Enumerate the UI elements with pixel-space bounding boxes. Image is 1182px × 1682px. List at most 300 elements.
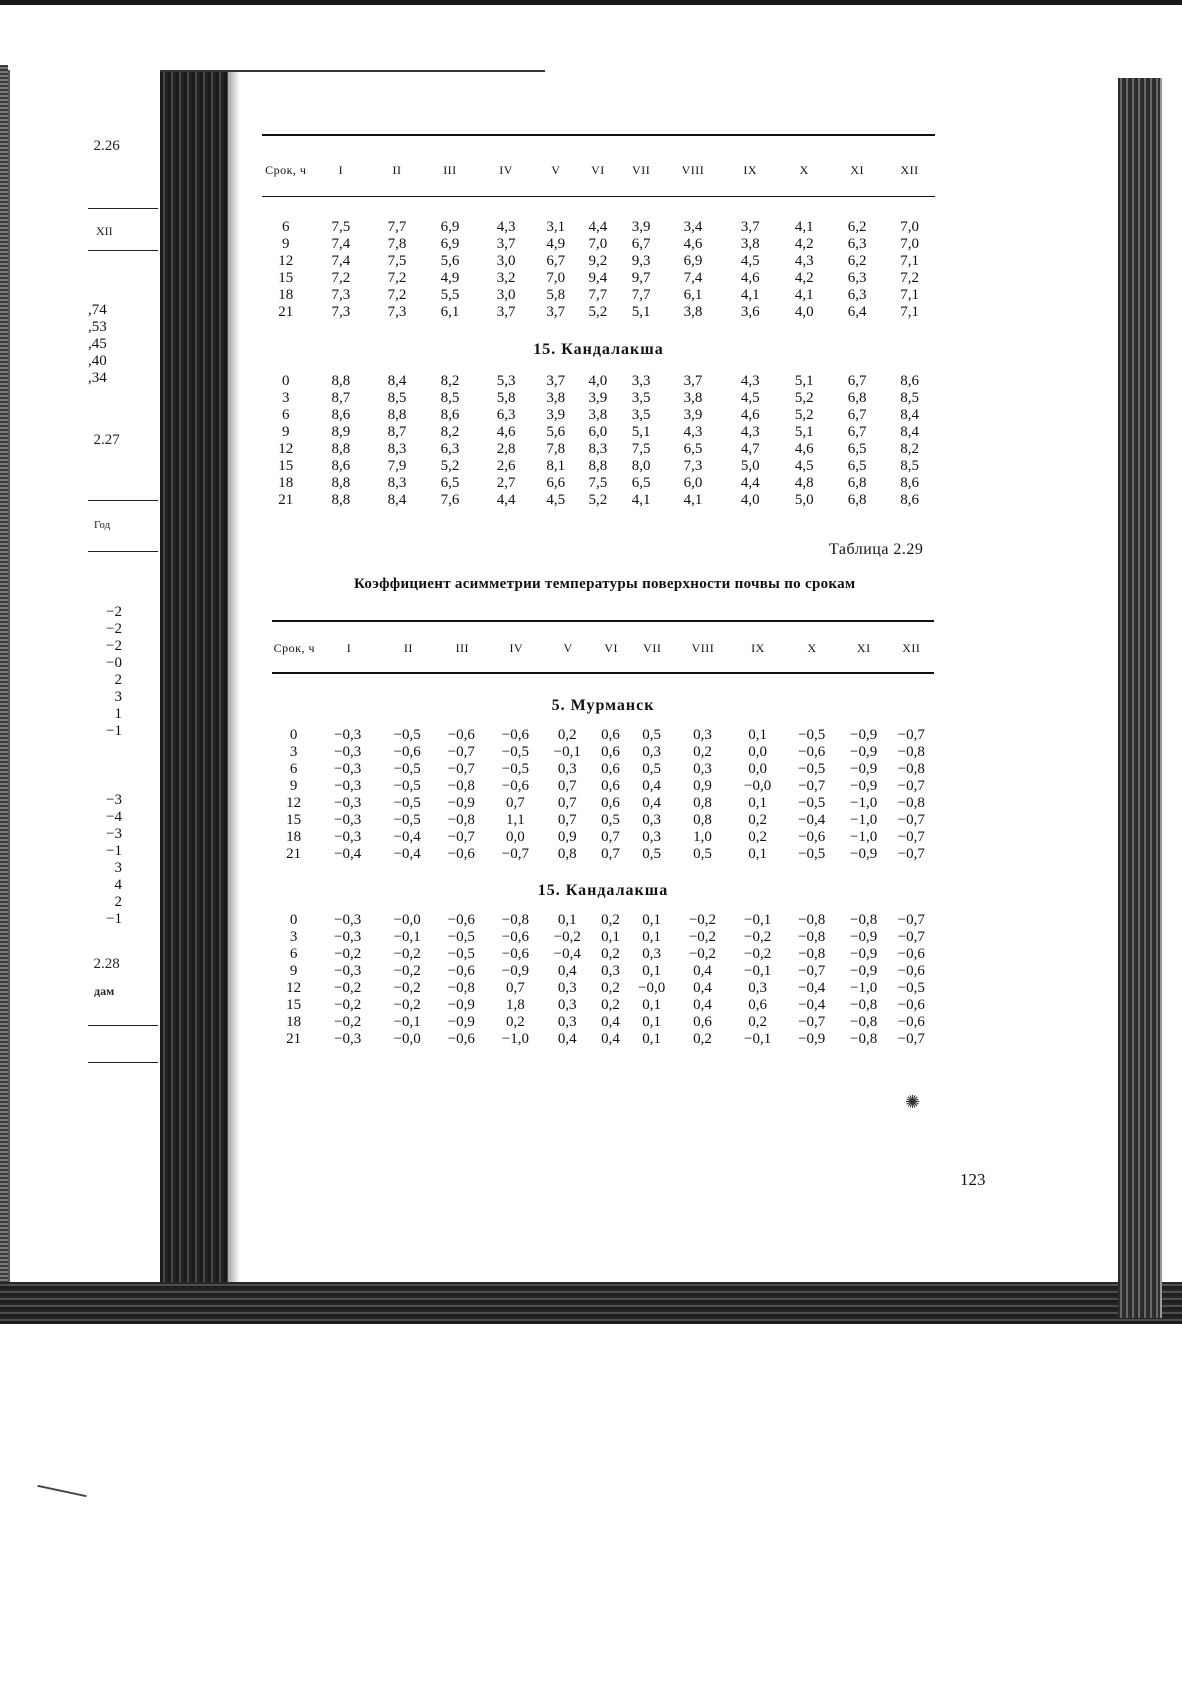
value-cell: −0,8	[849, 1031, 878, 1047]
value-cell: 8,8	[331, 475, 351, 491]
value-cell: 6,7	[847, 407, 867, 423]
term-cell: 15	[278, 458, 294, 474]
table-row	[272, 795, 934, 812]
value-cell: −0,9	[447, 1014, 475, 1030]
value-cell: −0,8	[897, 744, 925, 760]
value-cell: −0,4	[393, 846, 421, 862]
table-row	[262, 390, 935, 407]
value-cell: 8,4	[900, 407, 919, 423]
value-cell: 0,2	[693, 1031, 712, 1047]
upper-table-header	[262, 162, 935, 179]
value-cell: 7,6	[440, 492, 460, 508]
table-row	[272, 829, 934, 846]
value-cell: −0,7	[897, 829, 925, 845]
value-cell: −0,6	[447, 912, 475, 928]
term-cell: 9	[289, 963, 298, 979]
value-cell: 9,4	[588, 270, 608, 286]
value-cell: −0,5	[501, 744, 529, 760]
value-cell: −0,5	[393, 778, 421, 794]
column-header-month: XII	[900, 163, 919, 177]
value-cell: −0,7	[798, 963, 826, 979]
value-cell: −0,6	[798, 744, 826, 760]
table-title: Коэффициент асимметрии температуры поверхности почвы по срокам	[354, 576, 856, 592]
value-cell: 6,3	[440, 441, 460, 457]
term-cell: 18	[286, 829, 302, 845]
value-cell: 0,1	[557, 912, 577, 928]
value-cell: 6,5	[631, 475, 651, 491]
value-cell: 0,4	[693, 980, 712, 996]
table-row	[262, 287, 935, 304]
value-cell: 8,8	[331, 492, 351, 508]
term-cell: 3	[282, 390, 290, 406]
table-row	[272, 778, 934, 795]
value-cell: −1,0	[849, 795, 878, 811]
value-cell: 0,7	[505, 795, 525, 811]
term-cell: 21	[286, 1031, 302, 1047]
value-cell: 5,3	[496, 373, 516, 389]
value-cell: 7,4	[683, 270, 703, 286]
value-cell: −0,9	[849, 727, 878, 743]
value-cell: 4,0	[588, 373, 608, 389]
value-cell: −0,7	[897, 912, 925, 928]
value-cell: −0,5	[393, 761, 421, 777]
value-cell: 5,2	[794, 407, 814, 423]
value-cell: −0,2	[553, 929, 581, 945]
value-cell: 0,4	[557, 1031, 577, 1047]
value-cell: −0,8	[798, 929, 826, 945]
value-cell: −0,6	[447, 1031, 475, 1047]
column-header-month: I	[346, 641, 352, 655]
value-cell: −0,3	[334, 963, 362, 979]
value-cell: −0,3	[334, 795, 362, 811]
value-cell: 0,1	[642, 929, 661, 945]
value-cell: 5,1	[631, 424, 651, 440]
value-cell: 3,7	[683, 373, 703, 389]
value-cell: 4,9	[546, 236, 566, 252]
value-cell: 5,1	[631, 304, 651, 320]
value-cell: −0,5	[798, 846, 826, 862]
value-cell: −0,6	[393, 744, 421, 760]
value-cell: 5,8	[546, 287, 566, 303]
value-cell: 7,5	[331, 219, 351, 235]
table-header-rule	[272, 672, 934, 674]
value-cell: 3,5	[631, 390, 651, 406]
value-cell: −0,9	[849, 929, 878, 945]
term-cell: 18	[286, 1014, 302, 1030]
table-row	[262, 236, 935, 253]
value-cell: −0,6	[897, 946, 925, 962]
margin-value: −0	[106, 655, 122, 671]
table-row	[272, 912, 934, 929]
column-header-month: III	[455, 641, 470, 655]
value-cell: −0,7	[447, 761, 475, 777]
value-cell: 0,3	[557, 980, 577, 996]
table-row	[262, 492, 935, 509]
value-cell: 0,0	[505, 829, 525, 845]
value-cell: −0,6	[501, 946, 529, 962]
value-cell: 8,6	[331, 458, 351, 474]
value-cell: 3,6	[740, 304, 760, 320]
value-cell: −0,4	[798, 980, 826, 996]
value-cell: −0,1	[743, 1031, 772, 1047]
value-cell: 6,2	[847, 219, 867, 235]
value-cell: 3,1	[546, 219, 566, 235]
value-cell: 8,6	[440, 407, 460, 423]
column-header-month: IV	[509, 641, 524, 655]
value-cell: 6,2	[847, 253, 867, 269]
table-229-block-1	[272, 727, 934, 863]
value-cell: −0,3	[334, 761, 362, 777]
value-cell: 5,2	[588, 492, 608, 508]
term-cell: 21	[278, 492, 294, 508]
value-cell: 6,3	[847, 236, 867, 252]
value-cell: 0,6	[601, 761, 620, 777]
value-cell: 7,4	[331, 236, 351, 252]
margin-value: ,34	[88, 370, 107, 386]
column-header-month: I	[338, 163, 344, 177]
upper-table-block-1	[262, 219, 935, 321]
value-cell: 7,2	[331, 270, 351, 286]
value-cell: 3,8	[546, 390, 566, 406]
book-binding-gutter	[160, 70, 228, 1290]
value-cell: 0,1	[601, 929, 620, 945]
margin-value: 3	[114, 860, 122, 876]
value-cell: −0,7	[798, 778, 826, 794]
value-cell: 6,5	[683, 441, 703, 457]
value-cell: 7,8	[546, 441, 566, 457]
value-cell: −0,5	[447, 946, 475, 962]
value-cell: 0,7	[505, 980, 525, 996]
value-cell: −0,9	[849, 761, 878, 777]
table-row	[262, 373, 935, 390]
value-cell: −0,8	[849, 912, 878, 928]
value-cell: 7,1	[900, 304, 919, 320]
value-cell: 2,6	[496, 458, 516, 474]
table-row	[262, 475, 935, 492]
value-cell: 0,5	[693, 846, 712, 862]
value-cell: 0,1	[748, 727, 767, 743]
value-cell: −0,2	[393, 997, 421, 1013]
table-row	[272, 963, 934, 980]
value-cell: 4,1	[794, 219, 814, 235]
value-cell: 4,5	[794, 458, 814, 474]
term-cell: 21	[278, 304, 294, 320]
value-cell: 0,2	[601, 997, 620, 1013]
value-cell: −0,6	[501, 727, 529, 743]
value-cell: 6,1	[440, 304, 460, 320]
value-cell: 7,4	[331, 253, 351, 269]
value-cell: −0,2	[393, 946, 421, 962]
term-cell: 9	[282, 236, 290, 252]
value-cell: 0,2	[601, 980, 620, 996]
term-cell: 6	[289, 761, 298, 777]
value-cell: 0,2	[601, 912, 620, 928]
value-cell: 0,1	[748, 846, 767, 862]
value-cell: −0,9	[798, 1031, 826, 1047]
table-row	[262, 270, 935, 287]
value-cell: 3,7	[546, 373, 566, 389]
value-cell: 0,9	[693, 778, 712, 794]
value-cell: 6,0	[588, 424, 608, 440]
margin-value: 2	[114, 672, 122, 688]
margin-rule	[88, 208, 158, 209]
value-cell: 7,5	[387, 253, 407, 269]
table-row	[262, 304, 935, 321]
value-cell: 3,8	[740, 236, 760, 252]
table-229-header	[272, 640, 934, 657]
value-cell: 0,3	[748, 980, 767, 996]
value-cell: 0,9	[557, 829, 577, 845]
value-cell: 6,3	[496, 407, 516, 423]
table-row	[272, 812, 934, 829]
margin-value: ,45	[88, 336, 107, 352]
value-cell: 4,8	[794, 475, 814, 491]
margin-value: 3	[114, 689, 122, 705]
value-cell: 4,2	[794, 270, 814, 286]
value-cell: 3,5	[631, 407, 651, 423]
scan-left-edge	[0, 65, 8, 1315]
value-cell: 4,6	[740, 407, 760, 423]
value-cell: −0,8	[447, 980, 475, 996]
value-cell: 0,6	[601, 795, 620, 811]
margin-value: 4	[114, 877, 122, 893]
scan-top-edge	[0, 0, 1182, 5]
value-cell: 0,2	[748, 829, 767, 845]
value-cell: 3,4	[683, 219, 703, 235]
value-cell: 0,2	[748, 1014, 767, 1030]
value-cell: 0,4	[642, 795, 661, 811]
value-cell: 0,3	[642, 946, 661, 962]
value-cell: 0,6	[748, 997, 767, 1013]
margin-ref-228: 2.28	[86, 956, 120, 972]
value-cell: −0,8	[849, 997, 878, 1013]
value-cell: 3,7	[496, 236, 516, 252]
value-cell: −0,3	[334, 812, 362, 828]
value-cell: 5,6	[440, 253, 460, 269]
value-cell: 4,1	[740, 287, 760, 303]
value-cell: 0,8	[557, 846, 577, 862]
term-cell: 6	[282, 407, 290, 423]
table-row	[262, 219, 935, 236]
value-cell: 9,2	[588, 253, 608, 269]
value-cell: 3,9	[546, 407, 566, 423]
value-cell: −0,6	[897, 963, 925, 979]
value-cell: 3,7	[546, 304, 566, 320]
column-header-month: III	[443, 163, 457, 177]
value-cell: 4,3	[794, 253, 814, 269]
value-cell: 0,1	[642, 912, 661, 928]
value-cell: 5,8	[496, 390, 516, 406]
column-header-month: XI	[856, 641, 871, 655]
value-cell: −0,8	[447, 812, 475, 828]
value-cell: −0,7	[897, 778, 925, 794]
value-cell: 6,3	[847, 287, 867, 303]
value-cell: 7,8	[387, 236, 407, 252]
value-cell: −0,9	[849, 846, 878, 862]
value-cell: 0,0	[748, 761, 767, 777]
value-cell: 4,7	[740, 441, 760, 457]
station-heading: 5. Мурманск	[551, 697, 655, 714]
value-cell: −0,6	[501, 778, 529, 794]
value-cell: −0,2	[334, 980, 362, 996]
value-cell: −0,8	[447, 778, 475, 794]
value-cell: 7,3	[331, 287, 351, 303]
value-cell: 7,1	[900, 253, 919, 269]
value-cell: −0,6	[897, 1014, 925, 1030]
value-cell: 3,8	[588, 407, 608, 423]
margin-rule	[88, 500, 158, 501]
value-cell: 7,1	[900, 287, 919, 303]
value-cell: 6,5	[847, 458, 867, 474]
value-cell: −0,3	[334, 912, 362, 928]
value-cell: 0,4	[557, 963, 577, 979]
value-cell: −0,9	[849, 778, 878, 794]
value-cell: 8,5	[900, 458, 919, 474]
value-cell: 0,1	[642, 963, 661, 979]
value-cell: 6,3	[847, 270, 867, 286]
value-cell: 2,7	[496, 475, 516, 491]
value-cell: 0,6	[601, 744, 620, 760]
value-cell: 0,1	[642, 1014, 661, 1030]
value-cell: −0,2	[334, 997, 362, 1013]
column-header-month: IV	[499, 163, 513, 177]
value-cell: 4,5	[740, 253, 760, 269]
value-cell: 0,3	[693, 727, 712, 743]
value-cell: 0,3	[601, 963, 620, 979]
value-cell: 0,2	[601, 946, 620, 962]
value-cell: 0,2	[693, 744, 712, 760]
scan-bottom-edge	[0, 1282, 1182, 1324]
value-cell: −0,2	[334, 946, 362, 962]
value-cell: 8,6	[900, 373, 919, 389]
value-cell: −0,3	[334, 744, 362, 760]
value-cell: −0,3	[334, 778, 362, 794]
value-cell: 0,4	[693, 963, 712, 979]
value-cell: −0,6	[447, 963, 475, 979]
column-header-month: IX	[743, 163, 758, 177]
table-row	[272, 744, 934, 761]
term-cell: 3	[289, 744, 298, 760]
value-cell: 8,5	[440, 390, 460, 406]
value-cell: 3,8	[683, 390, 703, 406]
column-header-term: Срок, ч	[265, 163, 307, 177]
value-cell: 0,7	[557, 795, 577, 811]
value-cell: 4,4	[496, 492, 516, 508]
value-cell: 3,9	[683, 407, 703, 423]
margin-values-a	[88, 302, 107, 387]
margin-values-c	[96, 792, 122, 928]
value-cell: 6,5	[440, 475, 460, 491]
value-cell: 0,1	[748, 795, 767, 811]
binding-top-line	[160, 70, 545, 72]
value-cell: 5,0	[794, 492, 814, 508]
value-cell: 6,7	[546, 253, 566, 269]
table-row	[272, 761, 934, 778]
value-cell: 8,3	[387, 441, 407, 457]
value-cell: 5,1	[794, 424, 814, 440]
value-cell: −0,7	[897, 812, 925, 828]
value-cell: −0,9	[447, 795, 475, 811]
value-cell: 4,5	[546, 492, 566, 508]
value-cell: −0,3	[334, 1031, 362, 1047]
value-cell: 7,0	[588, 236, 608, 252]
value-cell: −0,7	[897, 846, 925, 862]
value-cell: 8,5	[387, 390, 407, 406]
value-cell: −0,7	[798, 1014, 826, 1030]
value-cell: −1,0	[849, 812, 878, 828]
column-header-month: V	[551, 163, 561, 177]
value-cell: 4,9	[440, 270, 460, 286]
margin-rule	[88, 1025, 158, 1026]
table-number: Таблица 2.29	[829, 541, 924, 558]
value-cell: 7,9	[387, 458, 407, 474]
value-cell: 7,2	[387, 287, 407, 303]
column-header-month: VII	[643, 641, 662, 655]
column-header-month: X	[807, 641, 817, 655]
value-cell: 7,3	[331, 304, 351, 320]
term-cell: 18	[278, 287, 294, 303]
value-cell: 6,6	[546, 475, 566, 491]
value-cell: −0,2	[393, 963, 421, 979]
value-cell: 0,1	[642, 1031, 661, 1047]
column-header-month: IX	[751, 641, 765, 655]
value-cell: −0,5	[393, 812, 421, 828]
table-row	[272, 980, 934, 997]
value-cell: −0,6	[447, 727, 475, 743]
value-cell: −0,3	[334, 727, 362, 743]
value-cell: 5,2	[588, 304, 608, 320]
value-cell: 0,4	[601, 1014, 620, 1030]
value-cell: −0,0	[638, 980, 666, 996]
value-cell: 4,6	[740, 270, 760, 286]
term-cell: 0	[282, 373, 290, 389]
term-cell: 15	[286, 997, 302, 1013]
value-cell: 3,3	[631, 373, 651, 389]
term-cell: 9	[282, 424, 290, 440]
value-cell: −1,0	[501, 1031, 529, 1047]
margin-value: −2	[106, 604, 122, 620]
value-cell: 8,8	[588, 458, 608, 474]
term-cell: 12	[278, 441, 294, 457]
value-cell: 6,8	[847, 390, 867, 406]
header-row	[272, 640, 934, 657]
margin-value: −1	[106, 843, 122, 859]
value-cell: −0,9	[849, 963, 878, 979]
column-header-month: VI	[604, 641, 619, 655]
value-cell: −0,7	[897, 1031, 925, 1047]
value-cell: 8,7	[331, 390, 351, 406]
value-cell: −0,6	[501, 929, 529, 945]
value-cell: 0,8	[693, 812, 712, 828]
value-cell: −0,1	[553, 744, 581, 760]
term-cell: 0	[289, 912, 298, 928]
value-cell: 4,0	[740, 492, 760, 508]
value-cell: 0,4	[642, 778, 661, 794]
value-cell: 8,5	[900, 390, 919, 406]
table-top-rule	[272, 620, 934, 622]
value-cell: 0,6	[601, 778, 620, 794]
margin-value: 2	[114, 894, 122, 910]
value-cell: 7,7	[387, 219, 407, 235]
value-cell: 6,9	[440, 219, 460, 235]
value-cell: −0,8	[798, 946, 826, 962]
value-cell: 8,9	[331, 424, 351, 440]
margin-values-b	[96, 604, 122, 740]
value-cell: 0,2	[748, 812, 767, 828]
value-cell: 0,7	[601, 829, 620, 845]
value-cell: 8,3	[387, 475, 407, 491]
value-cell: −1,0	[849, 829, 878, 845]
